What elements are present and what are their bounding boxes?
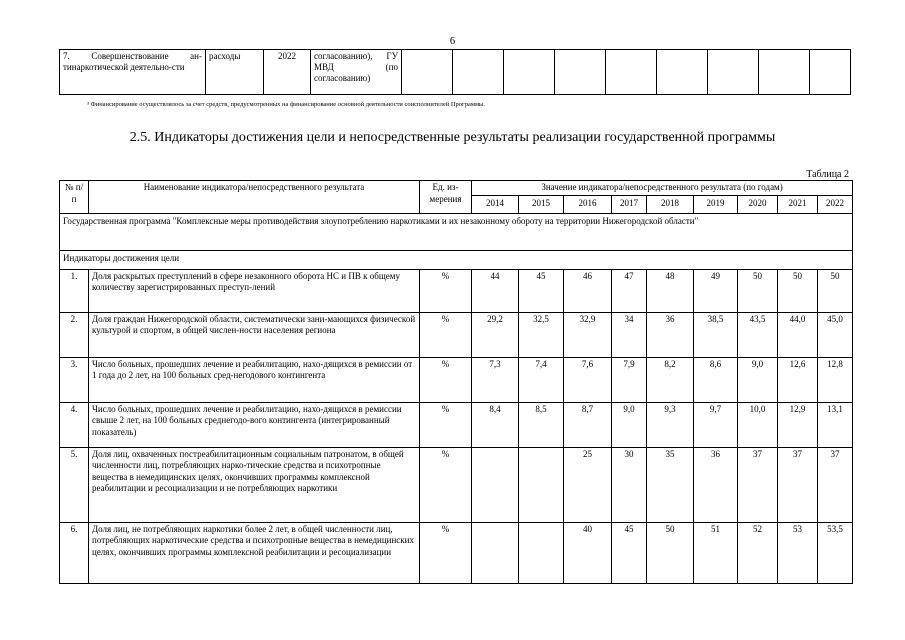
indicator-value: 9,7 — [694, 402, 738, 447]
indicator-value: 9,0 — [738, 357, 778, 402]
empty-cell — [606, 50, 657, 95]
empty-cell — [504, 50, 555, 95]
indicator-value — [519, 522, 564, 583]
indicator-name: Доля граждан Нижегородской области, систематически зани-мающихся физической культурой и спортом, в общей числен-ности населения региона — [89, 312, 420, 357]
indicator-value: 12,9 — [778, 402, 818, 447]
indicator-value: 38,5 — [694, 312, 738, 357]
empty-cell — [759, 50, 810, 95]
empty-cell — [402, 50, 453, 95]
indicator-unit: % — [420, 522, 472, 583]
indicator-value: 8,7 — [564, 402, 612, 447]
row-number: 1. — [60, 269, 89, 312]
indicator-value: 37 — [818, 447, 853, 522]
indicator-row — [60, 312, 853, 357]
indicator-value: 30 — [612, 447, 647, 522]
indicator-row — [60, 269, 853, 312]
header-row — [60, 181, 853, 196]
indicator-value: 37 — [738, 447, 778, 522]
indicator-value: 45 — [612, 522, 647, 583]
indicator-name: Доля лиц, охваченных постреабилитационным социальным патронатом, в общей численности лиц, потребляющих нарко-тические средства и психотропные вещества в немедицинских целях, окончивших программы комплексной реабилитации и ресоциализации и не потребляющих наркотики — [89, 447, 420, 522]
indicator-value: 8,4 — [472, 402, 519, 447]
indicator-name: Доля лиц, не потребляющих наркотики более 2 лет, в общей численности лиц, потребляющих наркотические средства и психотропные вещества в немедицинских целях, окончивших программы комплексной реабилитации и ресоциализации — [89, 522, 420, 583]
indicator-value: 47 — [612, 269, 647, 312]
indicator-row — [60, 447, 853, 522]
indicator-value — [519, 447, 564, 522]
indicator-value: 44,0 — [778, 312, 818, 357]
indicator-value: 8,6 — [694, 357, 738, 402]
empty-cell — [453, 50, 504, 95]
header-year: 2016 — [564, 195, 612, 213]
empty-cell — [810, 50, 851, 95]
indicator-value: 12,6 — [778, 357, 818, 402]
indicator-value: 45 — [519, 269, 564, 312]
executor-cell: согласованию), ГУ МВД (по согласованию) — [311, 50, 402, 95]
indicator-value: 13,1 — [818, 402, 853, 447]
indicator-value: 40 — [564, 522, 612, 583]
header-year: 2020 — [738, 195, 778, 213]
program-row — [60, 213, 853, 250]
indicator-unit: % — [420, 402, 472, 447]
row-number: 5. — [60, 447, 89, 522]
header-num: № п/п — [60, 181, 89, 214]
indicator-value — [472, 522, 519, 583]
expense-type-cell: расходы — [206, 50, 264, 95]
indicator-value: 43,5 — [738, 312, 778, 357]
empty-cell — [708, 50, 759, 95]
indicator-row — [60, 402, 853, 447]
indicator-unit: % — [420, 447, 472, 522]
table-label: Таблица 2 — [806, 169, 849, 180]
indicator-value: 36 — [694, 447, 738, 522]
empty-cell — [657, 50, 708, 95]
indicator-unit: % — [420, 312, 472, 357]
indicator-unit: % — [420, 269, 472, 312]
indicator-row — [60, 522, 853, 583]
header-year: 2014 — [472, 195, 519, 213]
indicator-value: 45,0 — [818, 312, 853, 357]
indicator-value: 50 — [738, 269, 778, 312]
indicator-value: 52 — [738, 522, 778, 583]
indicator-value: 44 — [472, 269, 519, 312]
indicator-value: 32,9 — [564, 312, 612, 357]
footnote: ³ Финансирование осуществлялось за счет средств, предусмотренных на финансирование основной деятельности соисполнителей Программы. — [87, 101, 486, 108]
indicator-value: 51 — [694, 522, 738, 583]
indicator-value: 8,2 — [647, 357, 694, 402]
indicator-value: 12,8 — [818, 357, 853, 402]
indicator-value: 9,3 — [647, 402, 694, 447]
indicator-value: 53,5 — [818, 522, 853, 583]
indicator-value: 34 — [612, 312, 647, 357]
row-number: 6. — [60, 522, 89, 583]
empty-cell — [555, 50, 606, 95]
row-number: 2. — [60, 312, 89, 357]
indicator-value: 50 — [647, 522, 694, 583]
group-row — [60, 250, 853, 269]
indicator-name: Доля раскрытых преступлений в сфере незаконного оборота НС и ПВ к общему количеству зарегистрированных преступ-лений — [89, 269, 420, 312]
indicator-value: 7,6 — [564, 357, 612, 402]
indicators-table — [59, 180, 853, 584]
continuation-row — [60, 50, 851, 95]
page-number: 6 — [449, 36, 456, 47]
header-year: 2019 — [694, 195, 738, 213]
indicator-value: 48 — [647, 269, 694, 312]
indicator-value: 9,0 — [612, 402, 647, 447]
indicator-value: 32,5 — [519, 312, 564, 357]
indicator-value: 7,3 — [472, 357, 519, 402]
header-year: 2018 — [647, 195, 694, 213]
header-name: Наименование индикатора/непосредственного результата — [89, 181, 420, 214]
indicator-value: 36 — [647, 312, 694, 357]
program-title: Государственная программа "Комплексные меры противодействия злоупотреблению наркотиками и их незаконному обороту на территории Нижегородской области" — [60, 213, 853, 250]
header-year: 2021 — [778, 195, 818, 213]
indicator-value: 53 — [778, 522, 818, 583]
indicator-value: 50 — [778, 269, 818, 312]
indicator-value: 46 — [564, 269, 612, 312]
indicator-value: 8,5 — [519, 402, 564, 447]
group-title: Индикаторы достижения цели — [60, 250, 853, 269]
measure-cell: 7. Совершенствование ан-тинаркотической деятельно-сти — [60, 50, 206, 95]
indicator-name: Число больных, прошедших лечение и реабилитацию, нахо-дящихся в ремиссии свыше 2 лет, на 100 больных среднегодо-вого контингента (интегрированный показатель) — [89, 402, 420, 447]
indicator-value: 10,0 — [738, 402, 778, 447]
indicator-row — [60, 357, 853, 402]
indicator-value: 25 — [564, 447, 612, 522]
header-year: 2017 — [612, 195, 647, 213]
year-cell: 2022 — [264, 50, 311, 95]
indicator-value — [472, 447, 519, 522]
indicator-name: Число больных, прошедших лечение и реабилитацию, нахо-дящихся в ремиссии от 1 года до 2 лет, на 100 больных сред-негодового контингента — [89, 357, 420, 402]
continuation-table — [59, 49, 851, 95]
indicator-value: 37 — [778, 447, 818, 522]
indicator-value: 29,2 — [472, 312, 519, 357]
indicator-value: 7,4 — [519, 357, 564, 402]
section-title: 2.5. Индикаторы достижения цели и непосредственные результаты реализации государственной программы — [129, 130, 776, 145]
indicator-value: 50 — [818, 269, 853, 312]
row-number: 4. — [60, 402, 89, 447]
indicator-unit: % — [420, 357, 472, 402]
header-year: 2022 — [818, 195, 853, 213]
header-unit: Ед. из-мерения — [420, 181, 472, 214]
row-number: 3. — [60, 357, 89, 402]
indicator-value: 35 — [647, 447, 694, 522]
header-values: Значение индикатора/непосредственного результата (по годам) — [472, 181, 853, 196]
indicator-value: 49 — [694, 269, 738, 312]
header-year: 2015 — [519, 195, 564, 213]
indicator-value: 7,9 — [612, 357, 647, 402]
